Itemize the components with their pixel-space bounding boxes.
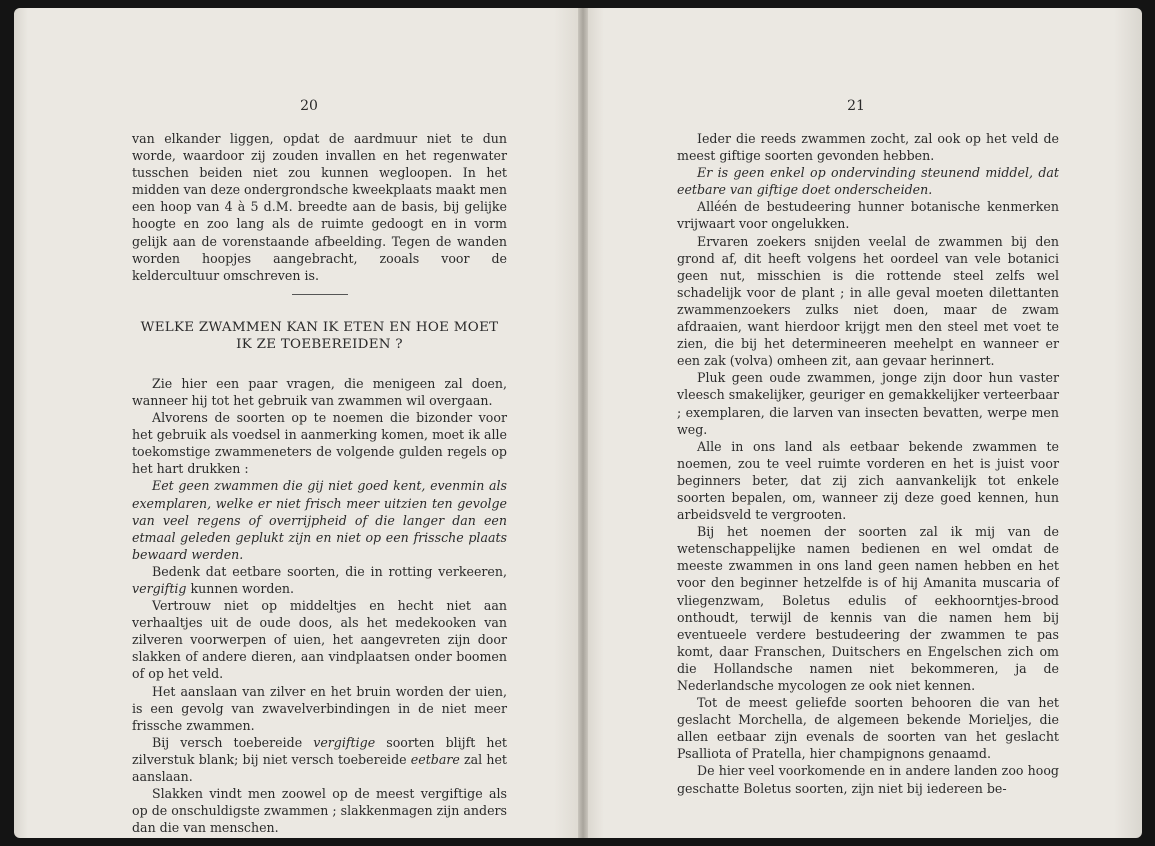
left-page (14, 8, 584, 838)
text-run: Bij versch toebereide (152, 734, 314, 750)
left-page-text (132, 130, 507, 836)
heading-line: WELKE ZWAMMEN KAN IK ETEN EN HOE MOET (140, 319, 499, 335)
text-run: Bedenk dat eetbare soorten, die in rotting verkeeren, (152, 563, 507, 579)
paragraph: Ervaren zoekers snijden veelal de zwammen bij den grond af, dit heeft volgens het oordeel van vele botanici geen nut, misschien is die rottende steel zelfs wel schadelijk voor de plant ; in alle geval moeten dilettanten zwammenzoekers zulks niet doen, maar de zwam afdraaien, want hierdoor krijgt men den steel met voet te zien, die bij het determineeren meehelpt en wanneer er een zak (volva) omheen zit, aan gevaar herinnert. (677, 233, 1059, 369)
paragraph: Alle in ons land als eetbaar bekende zwammen te noemen, zou te veel ruimte vorderen en het is juist voor beginners beter, dat zij zich aanvankelijk tot enkele soorten bepalen, om, wanneer zij deze goed kennen, hun arbeidsveld te vergrooten. (677, 438, 1059, 523)
paragraph: Alvorens de soorten op te noemen die bizonder voor het gebruik als voedsel in aanmerking komen, moet ik alle toekomstige zwammeneters de volgende gulden regels op het hart drukken : (132, 410, 507, 477)
section-divider (292, 294, 348, 295)
paragraph: Het aanslaan van zilver en het bruin worden der uien, is een gevolg van zwavelverbindingen in de niet meer frissche zwammen. (132, 683, 507, 733)
italic-run: eetbare (410, 751, 460, 767)
paragraph: Ieder die reeds zwammen zocht, zal ook op het veld de meest giftige soorten gevonden hebben. (677, 131, 1059, 164)
text-run: soorten blijft het zilverstuk blank; bij niet versch toebereide (132, 734, 507, 767)
paragraph: Alléén de bestudeering hunner botanische kenmerken vrijwaart voor ongelukken. (677, 199, 1059, 232)
paragraph: Zie hier een paar vragen, die menigeen zal doen, wanneer hij tot het gebruik van zwammen wil overgaan. (132, 375, 507, 408)
paragraph: Pluk geen oude zwammen, jonge zijn door hun vaster vleesch smakelijker, geuriger en gemakkelijker verteerbaar ; exemplaren, die larven van insecten bevatten, werpe men weg. (677, 370, 1059, 437)
paragraph (132, 563, 507, 597)
paragraph (132, 734, 507, 785)
text-run: zal het aanslaan. (132, 751, 507, 784)
paragraph: Slakken vindt men zoowel op de meest vergiftige als op de onschuldigste zwammen ; slakkenmagen zijn anders dan die van menschen. (132, 786, 507, 836)
book-gutter (578, 8, 588, 838)
rule-paragraph: Eet geen zwammen die gij niet goed kent, evenmin als exemplaren, welke er niet frisch meer uitzien ten gevolge van veel regens of overrijpheid of die langer dan een etmaal geleden geplukt zijn en niet op een frissche plaats bewaard werden. (132, 478, 507, 562)
page-number: 21 (847, 98, 865, 114)
paragraph: van elkander liggen, opdat de aardmuur niet te dun worde, waardoor zij zouden invallen en het regenwater tusschen beiden niet zou kunnen wegloopen. In het midden van deze ondergrondsche kweekplaats maakt men een hoop van 4 à 5 d.M. breedte aan de basis, bij gelijke hoogte en zoo lang als de ruimte gedoogt en in vorm gelijk aan de vorenstaande afbeelding. Tegen de wanden worden hoopjes aangebracht, zooals voor de keldercultuur omschreven is. (132, 131, 507, 283)
section-heading (132, 319, 507, 353)
text-run: kunnen worden. (186, 580, 295, 596)
right-page-text (677, 130, 1059, 797)
page-number: 20 (300, 98, 318, 114)
paragraph: Vertrouw niet op middeltjes en hecht niet aan verhaaltjes uit de oude doos, als het medekooken van zilveren voorwerpen of uien, het aangevreten zijn door slakken of andere dieren, aan vindplaatsen onder boomen of op het veld. (132, 598, 507, 682)
rule-paragraph: Er is geen enkel op ondervinding steunend middel, dat eetbare van giftige doet onderscheiden. (677, 165, 1059, 198)
paragraph: Tot de meest geliefde soorten behooren die van het geslacht Morchella, de algemeen bekende Morieljes, die allen eetbaar zijn evenals de soorten van het geslacht Psalliota of Pratella, hier champignons genaamd. (677, 695, 1059, 762)
paragraph: De hier veel voorkomende en in andere landen zoo hoog geschatte Boletus soorten, zijn niet bij iedereen be- (677, 763, 1059, 796)
right-page (584, 8, 1142, 838)
italic-run: vergiftige (313, 734, 376, 750)
heading-line: IK ZE TOEBEREIDEN ? (236, 336, 403, 352)
paragraph: Bij het noemen der soorten zal ik mij van de wetenschappelijke namen bedienen en wel omdat de meeste zwammen in ons land geen namen hebben en het voor den beginner hetzelfde is of hij Amanita muscaria of vliegenzwam, Boletus edulis of eekhoorntjes-brood onthoudt, terwijl de kennis van die namen hem bij eventueele verdere bestudeering der zwammen te pas komt, daar Franschen, Duitschers en Engelschen zich om die Hollandsche namen niet bekommeren, ja de Nederlandsche mycologen ze ook niet kennen. (677, 524, 1059, 693)
italic-run: vergiftig (132, 580, 187, 596)
